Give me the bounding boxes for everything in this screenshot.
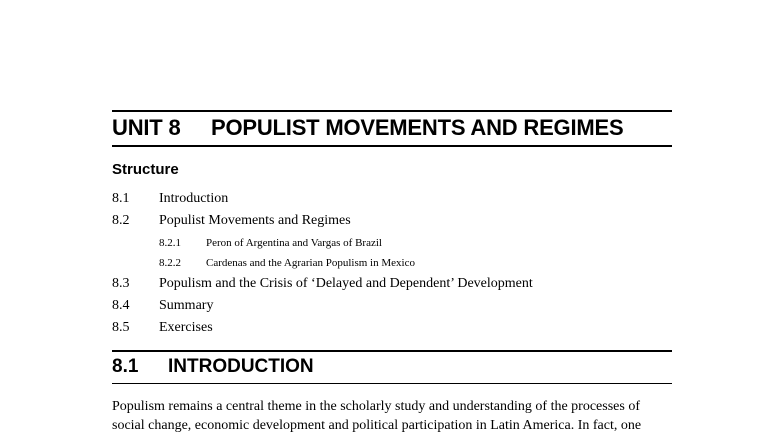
toc-item-number: 8.2.2: [159, 257, 181, 269]
toc-item-number: 8.1: [112, 191, 130, 206]
toc-item-number: 8.3: [112, 276, 130, 291]
paragraph-line: social change, economic development and political participation in Latin America. In fact, one: [112, 418, 642, 433]
toc-item-number: 8.4: [112, 298, 130, 313]
toc-item-label: Cardenas and the Agrarian Populism in Mexico: [206, 257, 415, 269]
section-heading: [112, 354, 672, 380]
section-title-text: INTRODUCTION: [168, 356, 314, 377]
toc-item-label: Populist Movements and Regimes: [159, 213, 351, 228]
toc-item-number: 8.2: [112, 213, 130, 228]
toc-item-label: Populism and the Crisis of ‘Delayed and Dependent’ Development: [159, 276, 533, 291]
unit-title-bottom-rule: [112, 145, 672, 147]
toc-item-label: Introduction: [159, 191, 229, 206]
unit-number: UNIT 8: [112, 115, 181, 140]
toc-item-number: 8.2.1: [159, 237, 181, 249]
section-number: 8.1: [112, 356, 139, 377]
unit-title: [112, 114, 672, 142]
structure-heading: Structure: [112, 161, 179, 178]
toc-item-label: Summary: [159, 298, 214, 313]
section-top-rule: [112, 350, 672, 352]
introduction-paragraph: [112, 397, 672, 435]
toc-item-number: 8.5: [112, 320, 130, 335]
toc-item-label: Peron of Argentina and Vargas of Brazil: [206, 237, 382, 249]
unit-title-text: POPULIST MOVEMENTS AND REGIMES: [211, 115, 624, 140]
paragraph-line: Populism remains a central theme in the scholarly study and understanding of the processes of: [112, 399, 640, 414]
unit-title-top-rule: [112, 110, 672, 112]
section-bottom-rule: [112, 383, 672, 384]
toc-item-label: Exercises: [159, 320, 213, 335]
